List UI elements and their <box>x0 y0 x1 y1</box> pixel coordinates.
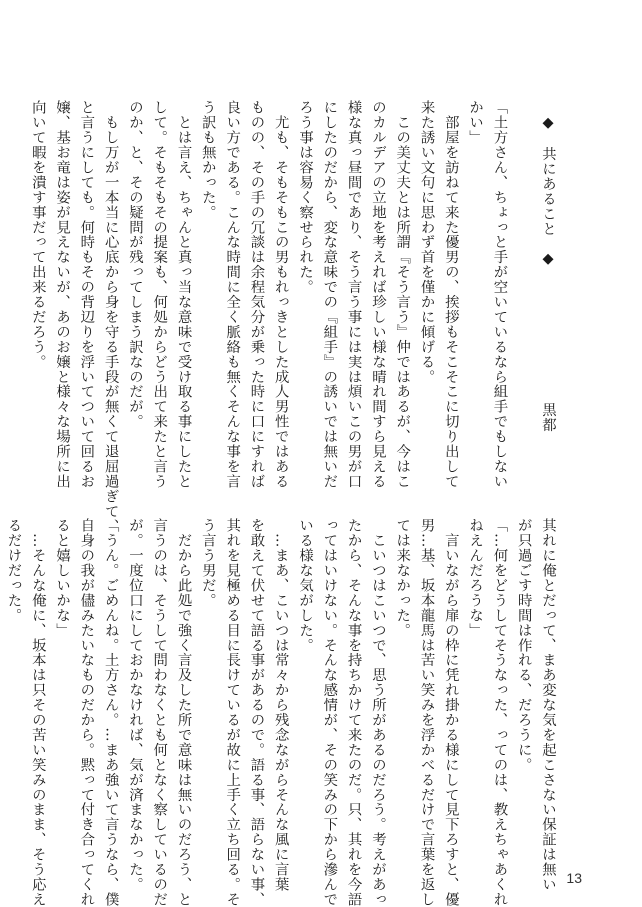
text-line: と言うにしても。何時もその背辺りを浮いてついて回るお <box>78 100 95 489</box>
text-line: 部屋を訪ねて来た優男の、挨拶もそこそこに切り出して <box>442 100 459 489</box>
text-line: …そんな俺に、坂本は只その苦い笑みのまま、そう応え <box>29 518 46 907</box>
text-line: 「…何をどうしてそうなった、ってのは、教えちゃあくれ <box>491 518 508 907</box>
text-line: 「うん。ごめんね。土方さん。…まあ強いて言うなら、僕 <box>102 518 119 907</box>
text-line: 向いて暇を潰す事だって出来るだろう。 <box>29 100 46 370</box>
author-name: 黒都 <box>540 402 556 433</box>
text-line: が只過ごす時間は作れる、だろうに。 <box>515 518 532 773</box>
text-line: が。一度位口にしておかなければ、気が済まなかった。 <box>126 518 143 892</box>
text-line: 様な真っ昼間であり、そう言う事には実は煩いこの男が口 <box>345 100 362 489</box>
page-number: 13 <box>566 870 582 886</box>
blank-line <box>511 100 535 460</box>
text-line: 良い方である。こんな時間に全く脈絡も無くそんな事を言 <box>224 100 241 489</box>
text-line: 嬢、基お竜は姿が見えないが、あのお嬢と様々な場所に出 <box>54 100 71 489</box>
text-line: のカルデアの立地を考えれば珍しい様な晴れ間すら見える <box>369 100 386 489</box>
text-line: 其れに俺とだって、まあ変な気を起こさない保証は無い <box>540 518 556 892</box>
text-line: 尤も、そもそもこの男もれっきとした成人男性ではある <box>272 100 289 489</box>
text-line: ると嬉しいかな」 <box>54 518 71 638</box>
text-line: ものの、その手の冗談は余程気分が乗った時に口にすれば <box>248 100 265 489</box>
text-line: ろう事は容易く察せられた。 <box>297 100 314 295</box>
text-line: ては来なかった。 <box>394 518 411 638</box>
text-line: …まあ、こいつは常々から残念ながらそんな風に言葉 <box>272 518 289 892</box>
text-line: かい」 <box>467 100 484 145</box>
text-line: 其れを見極める目に長けているが故に上手く立ち回る。そ <box>224 518 241 907</box>
text-line: のか、と、その疑問が残ってしまう訳なのだが。 <box>126 100 143 429</box>
text-line: だから此処で強く言及した所で意味は無いのだろう、と <box>175 518 192 907</box>
story-title-line <box>536 100 560 460</box>
text-line: 男…基、坂本龍馬は苦い笑みを浮かべるだけで言葉を返し <box>418 518 435 907</box>
text-line: ってはいけない。そんな感情が、その笑みの下から滲んで <box>321 518 338 907</box>
diamond-icon: ◆ <box>540 114 556 132</box>
text-line: るだけだった。 <box>5 518 22 623</box>
text-line: もし万が一本当に心底から身を守る手段が無くて退屈過ぎて、 <box>102 100 119 534</box>
text-line: 来た誘い文句に思わず首を僅かに傾げる。 <box>418 100 435 385</box>
text-line: 言いながら扉の枠に凭れ掛かる様にして見下ろすと、優 <box>442 518 459 907</box>
text-line: を敢えて伏せて語る事があるので。語る事、語らない事、 <box>248 518 265 907</box>
text-line: う訳も無かった。 <box>199 100 216 220</box>
text-line: いる様な気がした。 <box>297 518 314 653</box>
text-line: たから、そんな事を持ちかけて来たのだ。只、其れを今語 <box>345 518 362 907</box>
text-line: こいつはこいつで、思う所があるのだろう。考えがあっ <box>369 518 386 907</box>
text-line: 言うのは、そうして問わなくとも何となく察しているのだ <box>151 518 168 907</box>
text-line: う言う男だ。 <box>199 518 216 608</box>
text-line: 自身の我が儘みたいなものだから。黙って付き合ってくれ <box>78 518 95 907</box>
story-title: 共にあること <box>540 146 556 237</box>
upper-text-block <box>29 100 560 534</box>
text-line: この美丈夫とは所謂『そう言う』仲ではあるが、今はこ <box>394 100 411 489</box>
lower-text-block <box>5 518 560 907</box>
text-line: して。そもそもその提案も、何処からどう出て来たと言う <box>151 100 168 489</box>
text-line: 「土方さん、ちょっと手が空いているなら組手でもしない <box>491 100 508 489</box>
text-line: とは言え、ちゃんと真っ当な意味で受け取る事にしたと <box>175 100 192 489</box>
diamond-icon: ◆ <box>540 251 556 268</box>
text-line: にしたのだから、変な意味での『組手』の誘いでは無いだ <box>321 100 338 489</box>
text-line: ねえんだろうな」 <box>467 518 484 638</box>
